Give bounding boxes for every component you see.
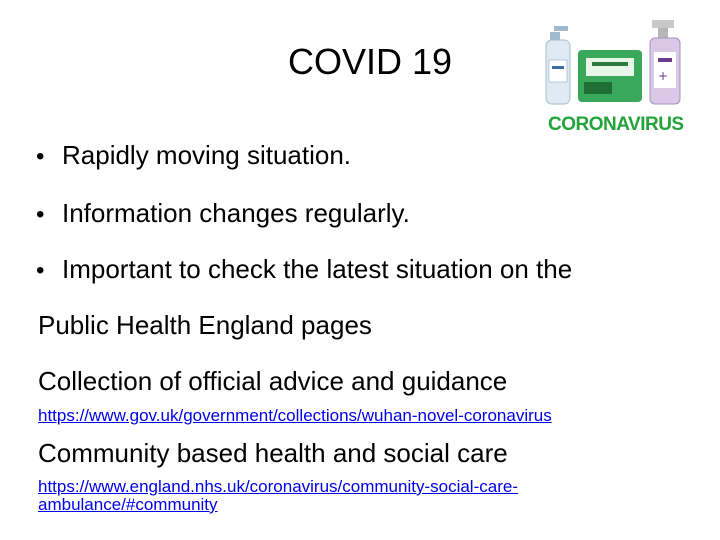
- community-heading: Community based health and social care: [38, 438, 508, 468]
- bullet-icon: •: [36, 201, 45, 228]
- bullet-item: [36, 142, 351, 169]
- bullet-item: [36, 200, 410, 227]
- spray-bottle-icon: [650, 20, 680, 104]
- bullet-text: Information changes regularly.: [62, 198, 410, 228]
- svg-text:+: +: [658, 69, 669, 83]
- public-health-line: Public Health England pages: [38, 310, 372, 340]
- collection-heading: Collection of official advice and guidance: [38, 366, 508, 396]
- bullet-text: Rapidly moving situation.: [62, 140, 352, 170]
- gov-link[interactable]: https://www.gov.uk/government/collections/wuhan-novel-coronavirus: [38, 406, 552, 425]
- hand-sanitizer-icon: [546, 26, 570, 104]
- nhs-link[interactable]: https://www.england.nhs.uk/coronavirus/community-social-care-ambulance/#community: [38, 477, 518, 514]
- bullet-item: [36, 256, 572, 283]
- bullet-icon: •: [36, 257, 45, 284]
- bullet-text: Important to check the latest situation on the: [62, 254, 573, 284]
- slide-title: COVID 19: [287, 41, 453, 82]
- wet-wipes-icon: [578, 50, 642, 102]
- coronavirus-brand-text: CORONAVIRUS: [548, 114, 684, 135]
- bullet-icon: •: [36, 143, 45, 170]
